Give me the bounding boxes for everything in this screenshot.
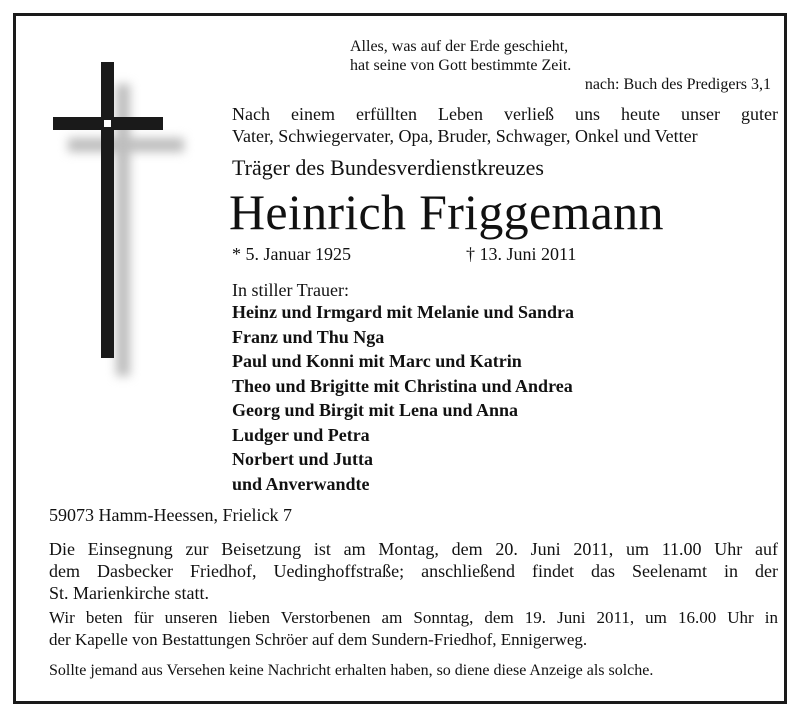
family-member: Franz und Thu Nga xyxy=(232,326,385,347)
funeral-line-2: dem Dasbecker Friedhof, Uedinghoffstraße; anschließend findet das Seelenamt in der xyxy=(49,561,778,581)
motto-line-2: hat seine von Gott bestimmte Zeit. xyxy=(350,57,572,74)
prayer-notice xyxy=(49,607,778,651)
family-member: und Anverwandte xyxy=(232,473,370,494)
motto-source: nach: Buch des Predigers 3,1 xyxy=(584,76,771,93)
family-member: Norbert und Jutta xyxy=(232,449,374,469)
intro-line-2: Vater, Schwiegervater, Opa, Bruder, Schwager, Onkel und Vetter xyxy=(232,126,698,146)
prayer-line-2: der Kapelle von Bestattungen Schröer auf dem Sundern-Friedhof, Ennigerweg. xyxy=(49,630,588,649)
family-member: Georg und Birgit mit Lena und Anna xyxy=(232,400,519,420)
footer-note: Sollte jemand aus Versehen keine Nachricht erhalten haben, so diene diese Anzeige als solche. xyxy=(49,662,654,679)
address: 59073 Hamm-Heessen, Frielick 7 xyxy=(49,505,292,525)
intro-line-1: Nach einem erfüllten Leben verließ uns heute unser guter xyxy=(232,104,778,124)
family-member: Heinz und Irmgard mit Melanie und Sandra xyxy=(232,302,575,322)
mourning-label: In stiller Trauer: xyxy=(232,280,349,300)
honor-title: Träger des Bundesverdienstkreuzes xyxy=(232,155,544,180)
funeral-notice xyxy=(49,538,778,604)
family-member: Paul und Konni mit Marc und Katrin xyxy=(232,351,522,371)
motto-line-1: Alles, was auf der Erde geschieht, xyxy=(350,38,569,55)
intro-text xyxy=(232,103,778,147)
family-member: Theo und Brigitte mit Christina und Andrea xyxy=(232,375,573,396)
death-date: † 13. Juni 2011 xyxy=(466,244,577,264)
prayer-line-1: Wir beten für unseren lieben Verstorbenen am Sonntag, dem 19. Juni 2011, um 16.00 Uhr in xyxy=(49,608,778,627)
family-list xyxy=(232,300,574,496)
funeral-line-3: St. Marienkirche statt. xyxy=(49,583,209,603)
deceased-name: Heinrich Friggemann xyxy=(229,184,664,240)
birth-date: * 5. Januar 1925 xyxy=(232,244,351,264)
family-member: Ludger und Petra xyxy=(232,424,370,445)
funeral-line-1: Die Einsegnung zur Beisetzung ist am Montag, dem 20. Juni 2011, um 11.00 Uhr auf xyxy=(49,539,778,559)
